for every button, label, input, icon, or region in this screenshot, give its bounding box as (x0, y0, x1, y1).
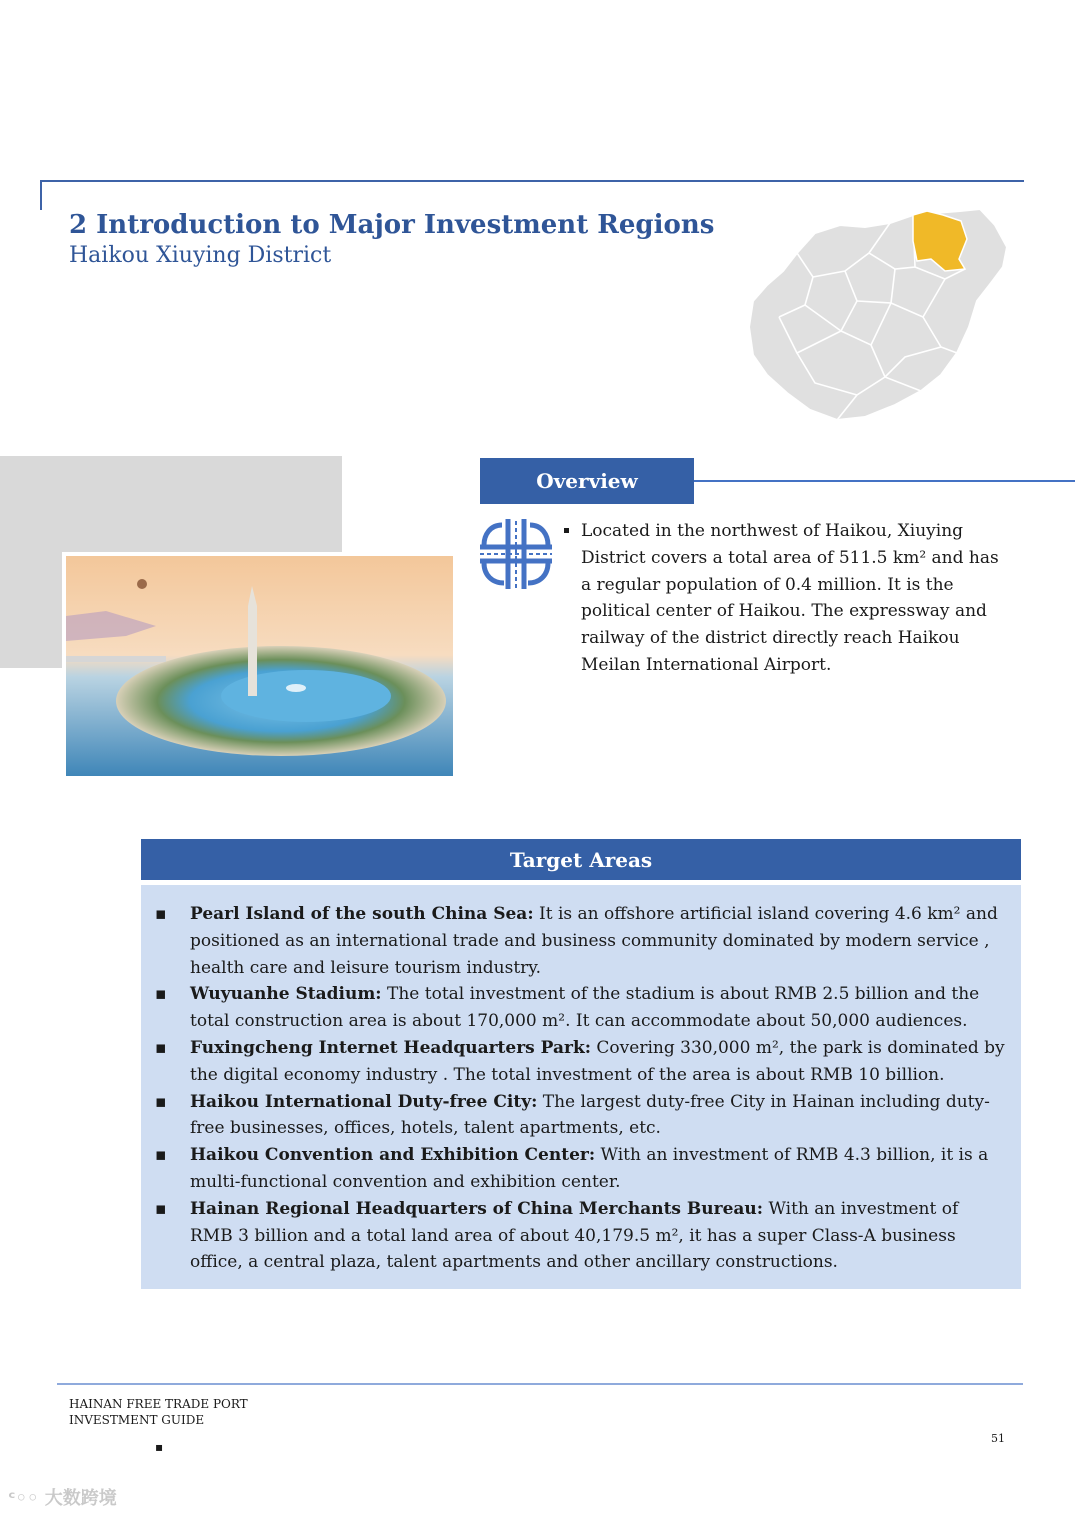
item-label: Pearl Island of the south China Sea: (190, 904, 534, 924)
footer-guide-title (69, 1396, 248, 1428)
item-label: Wuyuanhe Stadium: (190, 984, 382, 1005)
item-text: The largest duty-free City in Hainan including duty-free businesses, offices, hotels, talent apartments, etc. (190, 1091, 990, 1139)
list-item: ▪ Fuxingcheng Internet Headquarters Park: Covering 330,000 m², the park is dominated by the digital economy industry . The total investment of the area is about RMB 10 billion. (155, 1037, 1005, 1085)
target-areas-heading: Target Areas (141, 839, 1021, 880)
item-label: Hainan Regional Headquarters of China Merchants Bureau: (190, 1198, 764, 1219)
overview-text (562, 518, 1012, 679)
list-item: ▪ Pearl Island of the south China Sea: It is an offshore artificial island covering 4.6 km² and positioned as an international trade and business community dominated by modern service , health care and leisure tourism industry. (155, 904, 998, 978)
item-text: It is an offshore artificial island covering 4.6 km² and positioned as an international trade and business community dominated by modern service , health care and leisure tourism industry. (190, 904, 998, 978)
list-item: ▪ Wuyuanhe Stadium: The total investment of the stadium is about RMB 2.5 billion and the total construction area is about 170,000 m². It can accommodate about 50,000 audiences. (155, 984, 980, 1032)
item-text: With an investment of RMB 3 billion and a total land area of about 40,179.5 m², it has a super Class-A business office, a central plaza, talent apartments and other ancillary constructions. (190, 1198, 959, 1273)
target-areas-list (155, 901, 1005, 1276)
watermark (8, 1484, 117, 1510)
road-junction-icon (480, 517, 552, 591)
item-label: Haikou Convention and Exhibition Center: (190, 1145, 596, 1166)
watermark-logo-icon: ᶜ◦◦ (8, 1488, 39, 1509)
list-item: ▪ Haikou Convention and Exhibition Center: With an investment of RMB 4.3 billion, it is a multi-functional convention and exhibition center. (155, 1145, 989, 1192)
item-label: Haikou International Duty-free City: (190, 1091, 538, 1112)
item-label: Fuxingcheng Internet Headquarters Park: (190, 1037, 592, 1058)
page-subtitle: Haikou Xiuying District (69, 243, 332, 268)
item-text: The total investment of the stadium is about RMB 2.5 billion and the total construction area is about 170,000 m². It can accommodate about 50,000 audiences. (190, 984, 980, 1032)
footer-line-1: HAINAN FREE TRADE PORT (69, 1397, 248, 1411)
overview-bullet: ▪ Located in the northwest of Haikou, Xiuying District covers a total area of 511.5 km² and has a regular population of 0.4 million. It is the political center of Haikou. The expressway and railway of the district directly reach Haikou Meilan International Airport. (581, 518, 1012, 679)
item-text: Covering 330,000 m², the park is dominated by the digital economy industry . The total investment of the area is about RMB 10 billion. (190, 1037, 1005, 1085)
overview-heading: Overview (480, 458, 694, 504)
item-text: With an investment of RMB 4.3 billion, it is a multi-functional convention and exhibition center. (190, 1145, 989, 1192)
header-rule-left (40, 180, 42, 210)
footer-line-2: INVESTMENT GUIDE (69, 1413, 205, 1427)
footer-rule (57, 1383, 1023, 1385)
hainan-map (745, 205, 1010, 425)
footer-bullet: ▪ (155, 1440, 164, 1454)
page-title: 2 Introduction to Major Investment Regions (69, 210, 715, 240)
page-number: 51 (991, 1432, 1005, 1445)
pearl-island-photo (62, 552, 457, 780)
watermark-text: 大数跨境 (44, 1488, 117, 1509)
list-item: ▪ Hainan Regional Headquarters of China Merchants Bureau: With an investment of RMB 3 billion and a total land area of about 40,179.5 m², it has a super Class-A business office, a central plaza, talent apartments and other ancillary constructions. (155, 1198, 959, 1273)
list-item: ▪ Haikou International Duty-free City: The largest duty-free City in Hainan including duty-free businesses, offices, hotels, talent apartments, etc. (155, 1091, 990, 1139)
overview-rule (694, 480, 1075, 482)
header-rule (40, 180, 1024, 182)
